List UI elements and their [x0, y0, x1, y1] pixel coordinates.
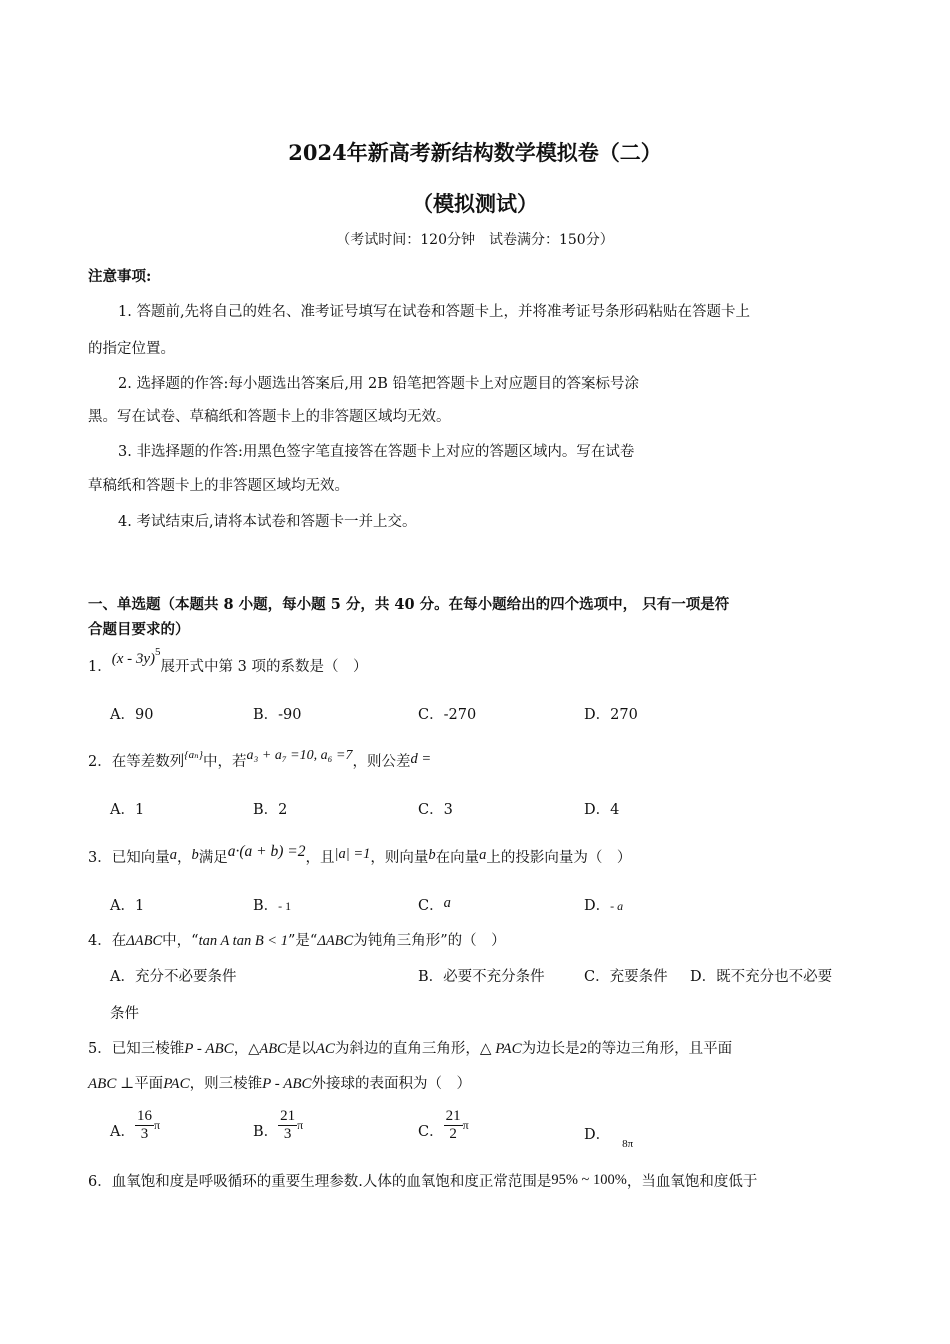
option-label: C． — [418, 1123, 444, 1140]
question-6 — [88, 1170, 757, 1191]
notice-heading: 注意事项: — [88, 268, 152, 285]
q2-option-d[interactable]: D．4 — [584, 802, 620, 818]
fraction — [278, 1108, 297, 1143]
denominator: 2 — [449, 1126, 457, 1142]
option-label: D． — [584, 1127, 611, 1143]
question-text: 血氧饱和度是呼吸循环的重要生理参数.人体的血氧饱和度正常范围是 — [111, 1174, 552, 1190]
option-label: D． — [584, 898, 611, 914]
question-text: 已知向量 — [111, 850, 170, 866]
question-5 — [88, 1037, 732, 1058]
q1-option-d[interactable]: D．270 — [584, 707, 638, 723]
question-text: 为边长是 — [521, 1041, 580, 1057]
math-plane: PAC — [163, 1076, 190, 1092]
option-value: a — [443, 895, 451, 911]
question-text: 为钝角三角形”的（ ） — [353, 933, 506, 949]
q2-option-a[interactable]: A．1 — [110, 802, 145, 818]
pi-symbol: π — [462, 1118, 469, 1132]
question-5-cont — [88, 1072, 471, 1093]
q3-option-c[interactable] — [418, 894, 451, 915]
q5-option-c[interactable] — [418, 1108, 469, 1143]
math-triangle: ΔABC — [126, 933, 163, 949]
fraction — [444, 1108, 463, 1143]
option-label: B． — [253, 898, 279, 914]
math-pac: △ PAC — [479, 1041, 522, 1057]
math-pyramid: P - ABC — [184, 1041, 234, 1057]
notice-item-2: 2. 选择题的作答:每小题选出答案后,用 2B 铅笔把答题卡上对应题目的答案标号涂 — [118, 376, 640, 392]
q3-option-a[interactable]: A．1 — [110, 898, 145, 914]
question-number: 6． — [88, 1174, 112, 1190]
notice-item-3: 3. 非选择题的作答:用黑色签字笔直接答在答题卡上对应的答题区域内。写在试卷 — [118, 444, 635, 460]
question-number: 2． — [88, 754, 112, 770]
question-1 — [88, 646, 368, 676]
question-text: 在向量 — [435, 850, 480, 866]
math-pyramid: P - ABC — [262, 1076, 312, 1092]
math-sequence: {aₙ} — [184, 749, 203, 761]
exam-title: 2024年新高考新结构数学模拟卷（二） — [288, 140, 662, 165]
q4-option-d[interactable]: D．既不充分也不必要 — [690, 969, 833, 985]
q3-option-b[interactable] — [253, 894, 291, 915]
notice-item-1-cont: 的指定位置。 — [88, 341, 175, 357]
question-text: ”是“ — [287, 933, 318, 949]
fraction — [135, 1108, 154, 1143]
q4-option-d-cont: 条件 — [110, 1006, 139, 1022]
q3-option-d[interactable] — [584, 894, 623, 915]
math-a: a — [169, 847, 177, 863]
math-b: b — [428, 847, 436, 863]
pi-symbol: π — [297, 1118, 304, 1132]
question-4 — [88, 929, 506, 950]
q4-option-b[interactable]: B．必要不充分条件 — [418, 969, 545, 985]
numerator: 21 — [445, 1108, 461, 1124]
q1-option-a[interactable]: A．90 — [110, 707, 154, 723]
question-number: 4． — [88, 933, 112, 949]
question-3 — [88, 843, 632, 867]
notice-item-1: 1. 答题前,先将自己的姓名、准考证号填写在试卷和答题卡上，并将准考证号条形码粘贴在答题卡上 — [118, 304, 751, 320]
math-triangle: ΔABC — [317, 933, 354, 949]
notice-item-2-cont: 黑。写在试卷、草稿纸和答题卡上的非答题区域均无效。 — [88, 409, 451, 425]
q1-option-c[interactable]: C．-270 — [418, 707, 477, 723]
question-text: 平面 — [134, 1076, 164, 1092]
question-text: ， — [233, 1041, 249, 1057]
notice-item-4: 4. 考试结束后,请将本试卷和答题卡一并上交。 — [118, 514, 417, 530]
q1-option-b[interactable]: B．-90 — [253, 707, 302, 723]
question-text: ，则三棱锥 — [189, 1076, 263, 1092]
math-condition-1: a·(a + b) =2 — [227, 843, 306, 860]
option-value: - 1 — [278, 899, 292, 913]
section1-heading-cont: 合题目要求的） — [88, 621, 190, 638]
question-text: 中，“ — [162, 933, 199, 949]
q5-option-a[interactable] — [110, 1108, 160, 1143]
math-expression: (x - 3y) — [111, 651, 156, 667]
option-label: C． — [418, 898, 444, 914]
math-exponent: 5 — [155, 646, 161, 659]
exam-info: （考试时间：120分钟 试卷满分：150分） — [336, 232, 614, 248]
q4-option-a[interactable]: A．充分不必要条件 — [110, 969, 237, 985]
option-label: A． — [110, 1123, 135, 1140]
denominator: 3 — [283, 1126, 292, 1142]
math-b: b — [191, 847, 199, 863]
math-condition: tan A tan B < 1 — [198, 933, 288, 949]
question-text: ，当血氧饱和度低于 — [626, 1174, 758, 1190]
option-value: - a — [610, 899, 624, 913]
section1-heading: 一、单选题（本题共 8 小题，每小题 5 分，共 40 分。在每小题给出的四个选项中， 只有一项是符 — [88, 596, 730, 613]
question-text: 的等边三角形，且平面 — [587, 1041, 733, 1057]
math-range: 95% ~ 100% — [551, 1172, 627, 1188]
math-d: d = — [410, 751, 432, 767]
q2-option-c[interactable]: C．3 — [418, 802, 453, 818]
question-text: ，则公差 — [352, 754, 411, 770]
question-text: 在等差数列 — [111, 754, 185, 770]
question-number: 1． — [88, 659, 112, 675]
question-text: 上的投影向量为（ ） — [486, 850, 632, 866]
math-condition-2: |a| =1 — [334, 846, 371, 862]
question-text: 外接球的表面积为（ ） — [311, 1076, 472, 1092]
math-condition: a₃ + a₇ =10, a₆ =7 — [246, 748, 353, 763]
question-number: 3． — [88, 850, 112, 866]
question-2 — [88, 750, 431, 771]
question-text: ，则向量 — [370, 850, 429, 866]
question-text: 已知三棱锥 — [111, 1041, 185, 1057]
option-label: B． — [253, 1123, 279, 1140]
q4-option-c[interactable]: C．充要条件 — [584, 969, 668, 985]
pi-symbol: π — [153, 1118, 161, 1132]
numerator: 16 — [136, 1108, 152, 1124]
exam-subtitle: （模拟测试） — [412, 191, 538, 216]
question-text: 在 — [111, 933, 127, 949]
question-text: 展开式中第 3 项的系数是（ ） — [160, 659, 368, 675]
question-text: 中，若 — [203, 754, 247, 770]
math-triangle: △ABC — [248, 1041, 287, 1057]
question-text: ，且 — [305, 850, 335, 866]
punct: ， — [176, 850, 192, 866]
notice-item-3-cont: 草稿纸和答题卡上的非答题区域均无效。 — [88, 478, 349, 494]
math-a: a — [479, 847, 487, 863]
denominator: 3 — [140, 1126, 149, 1142]
q5-option-b[interactable] — [253, 1108, 303, 1143]
math-two: 2 — [579, 1041, 588, 1057]
math-plane: ABC ⊥ — [88, 1076, 135, 1092]
math-ac: AC — [315, 1041, 335, 1057]
numerator: 21 — [280, 1108, 296, 1124]
question-text: 是以 — [286, 1041, 316, 1057]
question-number: 5． — [88, 1041, 112, 1057]
question-text: 满足 — [198, 850, 228, 866]
question-text: 为斜边的直角三角形， — [334, 1041, 480, 1057]
option-value: 8π — [622, 1138, 634, 1150]
q2-option-b[interactable]: B．2 — [253, 802, 288, 818]
